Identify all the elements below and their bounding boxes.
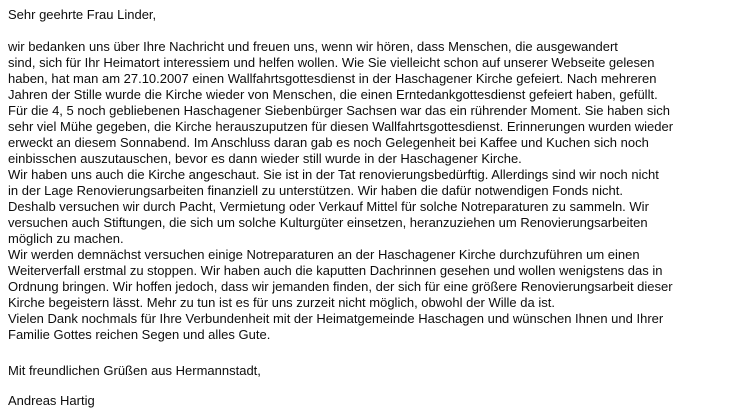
letter-line: Für die 4, 5 noch gebliebenen Haschagener Siebenbürger Sachsen war das ein rührender Moment. Sie haben sich <box>8 103 670 118</box>
letter-line: Wir haben uns auch die Kirche angeschaut. Sie ist in der Tat renovierungsbedürftig. Allerdings sind wir noch nicht <box>8 167 659 182</box>
letter-closing: Mit freundlichen Grüßen aus Hermannstadt, <box>8 363 261 378</box>
letter-line: einbisschen auszutauschen, bevor es dann wieder still wurde in der Haschagener Kirche. <box>8 151 522 166</box>
letter-signature-name: Andreas Hartig <box>8 393 95 408</box>
letter-line: Vielen Dank nochmals für Ihre Verbundenheit mit der Heimatgemeinde Haschagen und wünschen Ihnen und Ihrer <box>8 311 664 326</box>
letter-line: haben, hat man am 27.10.2007 einen Wallfahrtsgottesdienst in der Haschagener Kirche gefeiert. Nach mehreren <box>8 71 657 86</box>
letter-line: in der Lage Renovierungsarbeiten finanziell zu unterstützen. Wir haben die dafür notwendigen Fonds nicht. <box>8 183 623 198</box>
letter-salutation: Sehr geehrte Frau Linder, <box>8 7 157 22</box>
letter-line: versuchen auch Stiftungen, die sich um solche Kulturgüter einsetzen, heranzuziehen um Renovierungsarbeiten <box>8 215 648 230</box>
letter-line: Kirche begeistern lässt. Mehr zu tun ist es für uns zurzeit nicht möglich, obwohl der Wille da ist. <box>8 295 555 310</box>
letter-line: erweckt an diesem Sonnabend. Im Anschluss daran gab es noch Gelegenheit bei Kaffee und Kuchen sich noch <box>8 135 649 150</box>
letter-line: sehr viel Mühe gegeben, die Kirche herauszuputzen für diesen Wallfahrtsgottesdienst. Erinnerungen wurden wieder <box>8 119 674 134</box>
letter-line: möglich zu machen. <box>8 231 124 246</box>
letter-line: Weiterverfall erstmal zu stoppen. Wir haben auch die kaputten Dachrinnen gesehen und wollen wenigstens das in <box>8 263 663 278</box>
letter-line: Wir werden demnächst versuchen einige Notreparaturen an der Haschagener Kirche durchzuführen um einen <box>8 247 640 262</box>
letter-line: wir bedanken uns über Ihre Nachricht und freuen uns, wenn wir hören, dass Menschen, die ausgewandert <box>8 39 618 54</box>
letter-body <box>8 39 748 343</box>
letter-line: Jahren der Stille wurde die Kirche wieder von Menschen, die einen Erntedankgottesdienst gefeiert haben, gefüllt. <box>8 87 658 102</box>
letter-line: Familie Gottes reichen Segen und alles Gute. <box>8 327 271 342</box>
letter-line: Ordnung bringen. Wir hoffen jedoch, dass wir jemanden finden, der sich für eine größere Renovierungsarbeit dieser <box>8 279 673 294</box>
letter-line: Deshalb versuchen wir durch Pacht, Vermietung oder Verkauf Mittel für solche Notreparaturen zu sammeln. Wir <box>8 199 649 214</box>
letter-line: sind, sich für Ihr Heimatort interessiem und helfen wollen. Wie Sie vielleicht schon auf unserer Webseite gelesen <box>8 55 655 70</box>
